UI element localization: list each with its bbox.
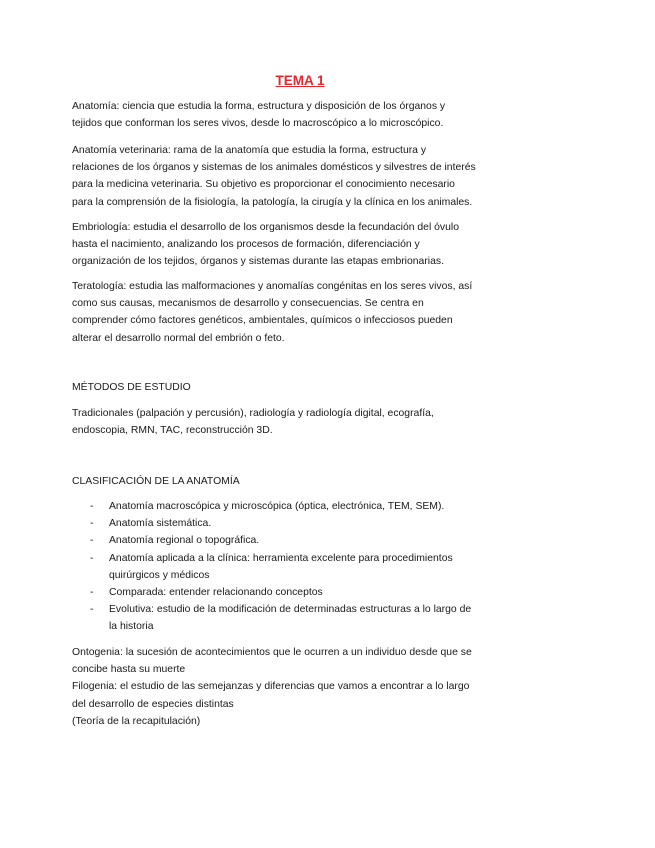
text-line: Embriología: estudia el desarrollo de los organismos desde la fecundación del óvulo <box>72 222 459 233</box>
text-line: comprender cómo factores genéticos, ambientales, químicos o infecciosos pueden <box>72 315 453 327</box>
list-item <box>72 515 552 532</box>
list-dash: - <box>90 604 94 616</box>
text-line: quirúrgicos y médicos <box>109 569 210 581</box>
text-line: organización de los tejidos, órganos y sistemas durante las etapas embrionarias. <box>72 256 444 268</box>
text-line: Evolutiva: estudio de la modificación de determinadas estructuras a lo largo de <box>109 604 472 616</box>
text-line: endoscopia, RMN, TAC, reconstrucción 3D. <box>72 425 273 437</box>
paragraph-embriologia <box>72 219 542 271</box>
classification-list <box>72 498 552 636</box>
text-line: Ontogenia: la sucesión de acontecimientos que le ocurren a un individuo desde que se <box>72 647 472 658</box>
text-line: Anatomía regional o topográfica. <box>109 535 260 547</box>
text-line: para la medicina veterinaria. Su objetivo es proporcionar el conocimiento necesario <box>72 179 455 191</box>
list-item <box>72 532 552 549</box>
text-line: (Teoría de la recapitulación) <box>72 715 201 727</box>
paragraph-anatomia-veterinaria <box>72 142 542 211</box>
section-heading-metodos: MÉTODOS DE ESTUDIO <box>72 382 191 393</box>
text-line: concibe hasta su muerte <box>72 664 186 676</box>
page-title: TEMA 1 <box>275 73 325 88</box>
list-dash: - <box>90 535 94 547</box>
text-line: Anatomía macroscópica y microscópica (óptica, electrónica, TEM, SEM). <box>109 501 445 512</box>
list-item <box>72 584 552 601</box>
paragraph-anatomia <box>72 98 542 132</box>
list-item <box>72 601 552 635</box>
text-line: la historia <box>109 621 154 633</box>
list-dash: - <box>90 518 94 530</box>
paragraph-ontogenia-filogenia <box>72 644 542 730</box>
text-line: hasta el nacimiento, analizando los procesos de formación, diferenciación y <box>72 239 420 251</box>
list-item <box>72 550 552 584</box>
text-line: Anatomía aplicada a la clínica: herramienta excelente para procedimientos <box>109 552 453 564</box>
text-line: Teratología: estudia las malformaciones y anomalías congénitas en los seres vivos, así <box>72 281 473 292</box>
section-heading-clasificacion: CLASIFICACIÓN DE LA ANATOMÍA <box>72 476 240 487</box>
paragraph-metodos <box>72 405 542 439</box>
text-line: para la comprensión de la fisiología, la patología, la cirugía y la clínica en los animales. <box>72 196 473 208</box>
text-line: Anatomía veterinaria: rama de la anatomía que estudia la forma, estructura y <box>72 145 427 156</box>
list-item <box>72 498 552 515</box>
text-line: como sus causas, mecanismos de desarrollo y consecuencias. Se centra en <box>72 298 424 310</box>
text-line: Filogenia: el estudio de las semejanzas y diferencias que vamos a encontrar a lo largo <box>72 681 470 693</box>
list-dash: - <box>90 587 94 599</box>
text-line: relaciones de los órganos y sistemas de los animales domésticos y silvestres de interés <box>72 162 476 174</box>
paragraph-teratologia <box>72 278 542 347</box>
list-dash: - <box>90 501 94 512</box>
text-line: Comparada: entender relacionando conceptos <box>109 587 323 599</box>
text-line: Anatomía sistemática. <box>109 518 212 530</box>
text-line: del desarrollo de especies distintas <box>72 698 234 710</box>
text-line: Tradicionales (palpación y percusión), radiología y radiología digital, ecografía, <box>72 408 434 419</box>
text-line: tejidos que conforman los seres vivos, desde lo macroscópico a lo microscópico. <box>72 118 444 130</box>
text-line: Anatomía: ciencia que estudia la forma, estructura y disposición de los órganos y <box>72 101 446 112</box>
text-line: alterar el desarrollo normal del embrión o feto. <box>72 332 285 344</box>
list-dash: - <box>90 552 94 564</box>
